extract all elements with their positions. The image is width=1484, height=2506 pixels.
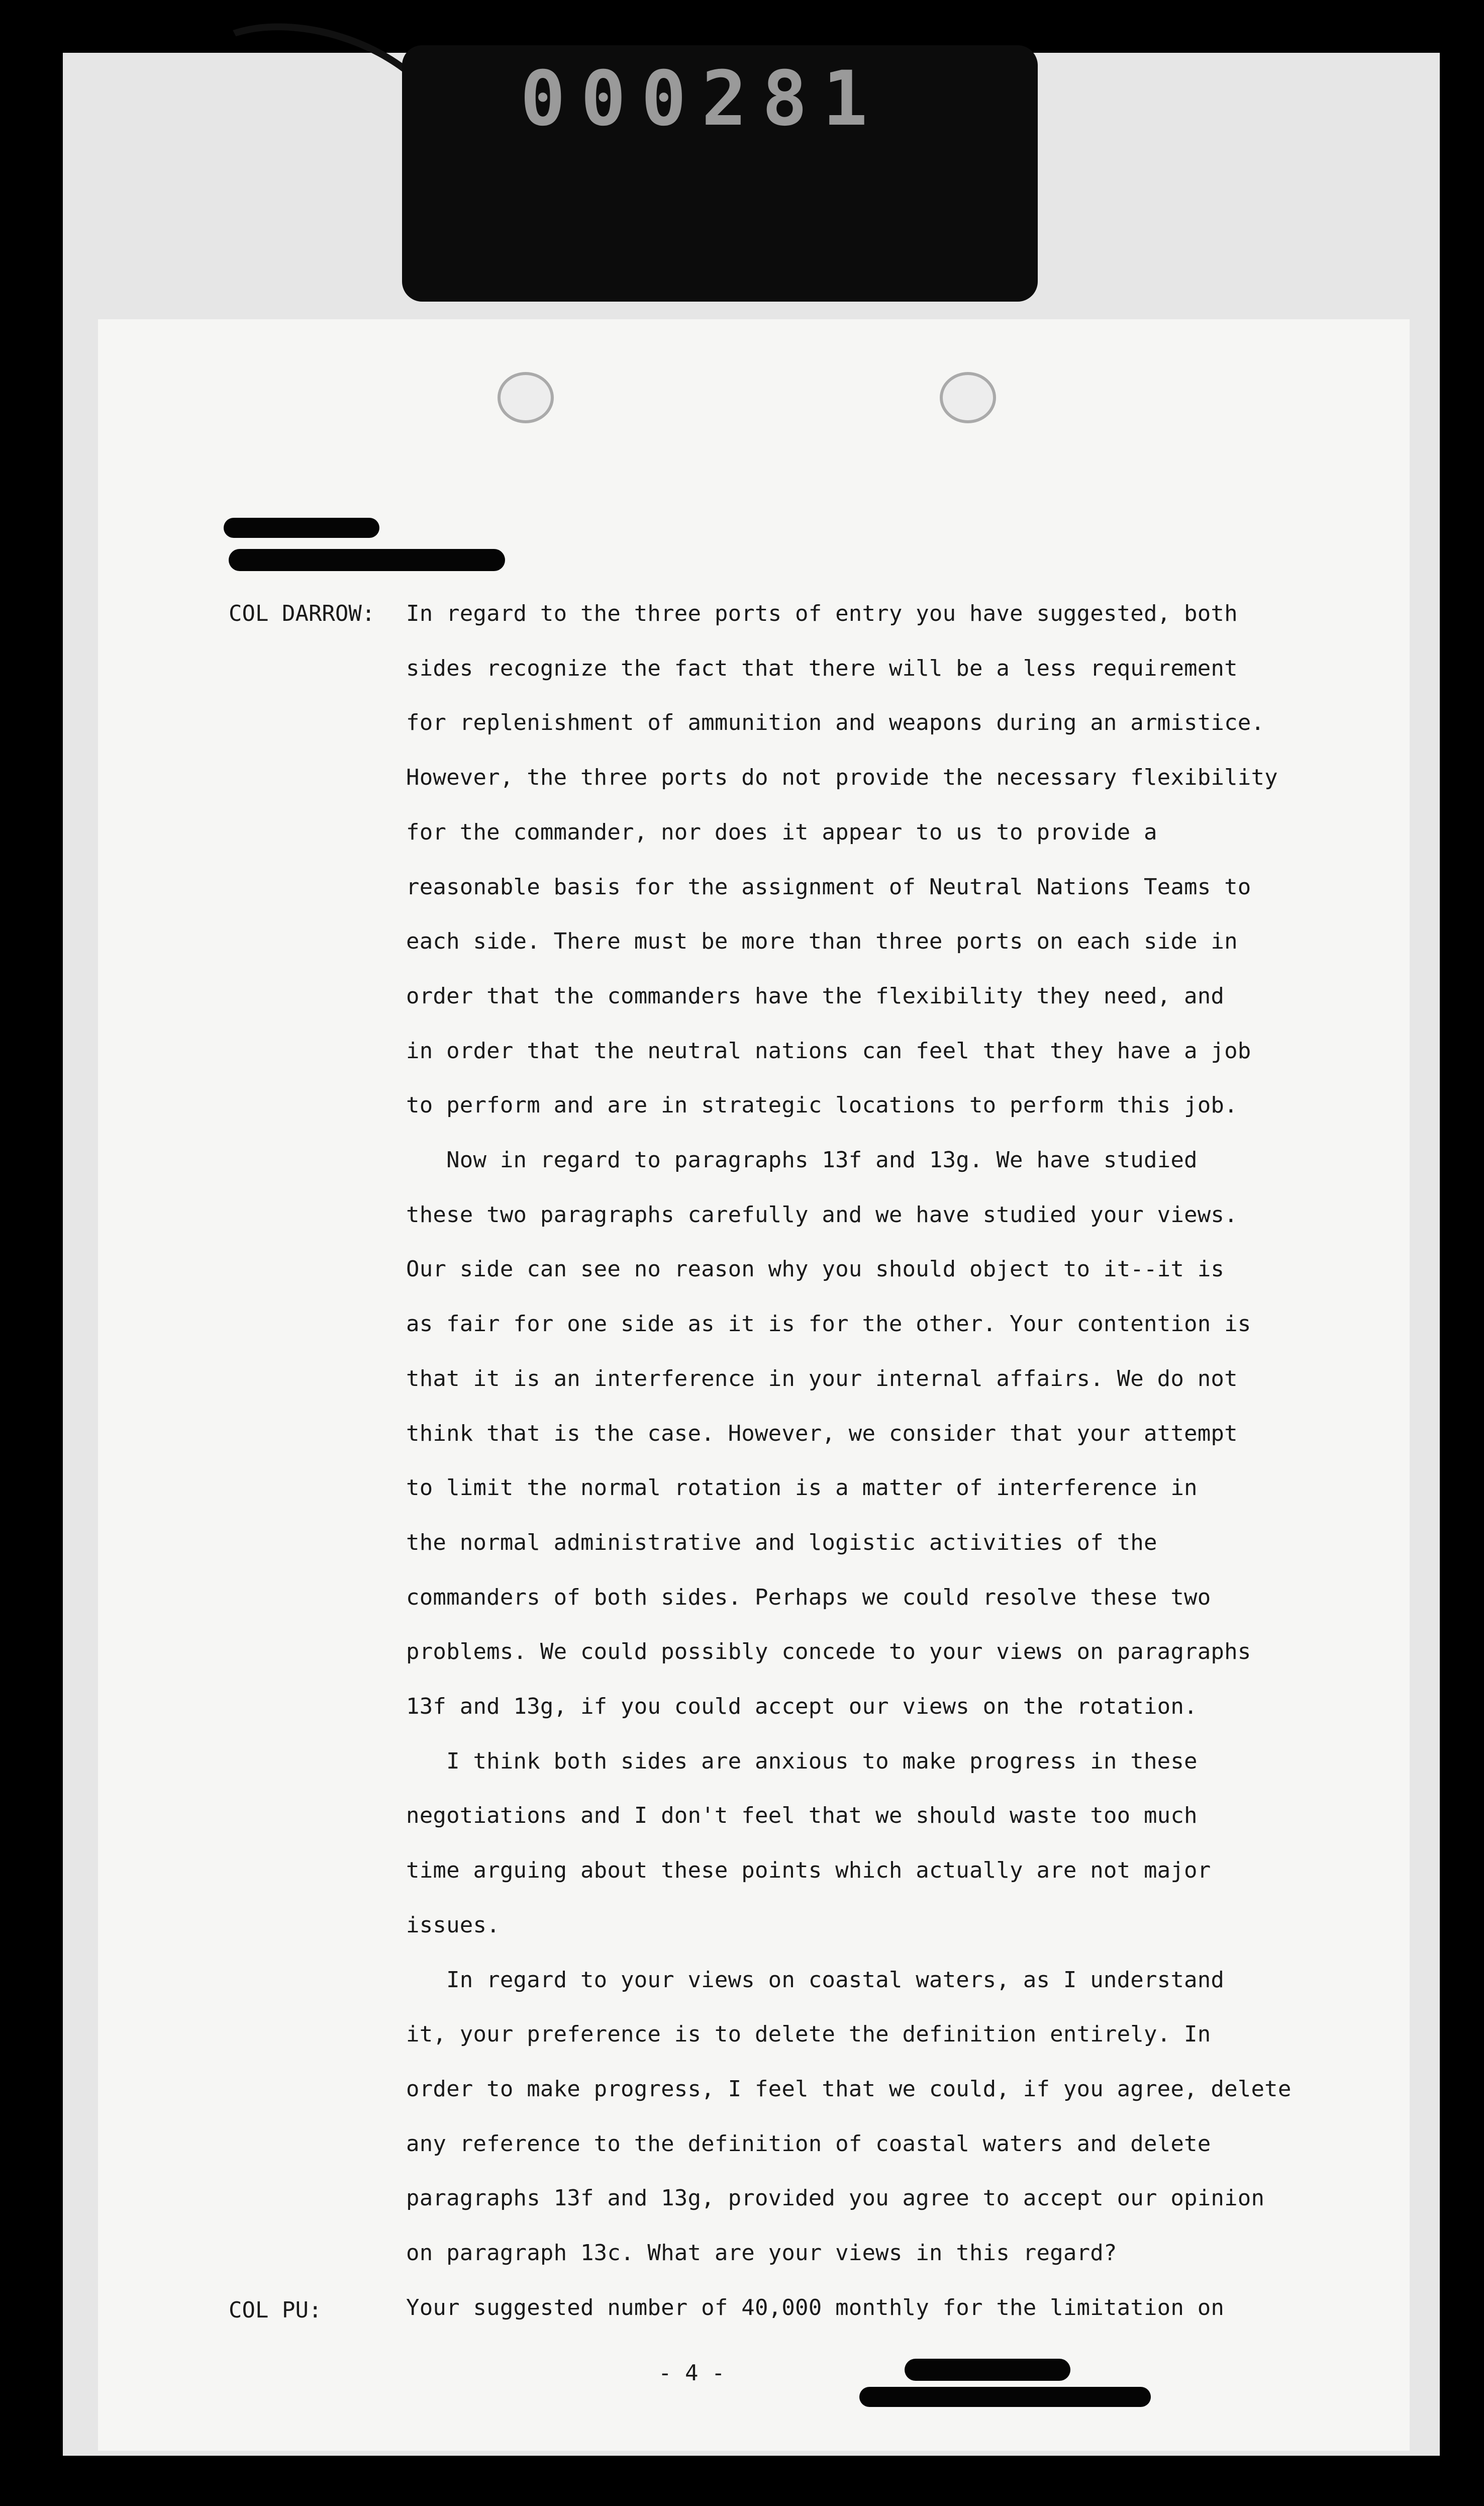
punch-hole-left xyxy=(498,372,554,423)
text-line: time arguing about these points which actually are not major xyxy=(406,1858,1211,1883)
redaction-bar xyxy=(229,549,505,571)
text-line: each side. There must be more than three ports on each side in xyxy=(406,929,1238,954)
frame-counter xyxy=(402,45,1038,302)
redaction-bar xyxy=(859,2387,1151,2407)
text-line: 13f and 13g, if you could accept our views on the rotation. xyxy=(406,1694,1198,1719)
text-line: paragraphs 13f and 13g, provided you agree to accept our opinion xyxy=(406,2185,1265,2211)
text-line: reasonable basis for the assignment of Neutral Nations Teams to xyxy=(406,874,1251,900)
text-line: In regard to your views on coastal waters, as I understand xyxy=(406,1967,1225,1993)
text-line: negotiations and I don't feel that we should waste too much xyxy=(406,1803,1198,1828)
text-line: the normal administrative and logistic activities of the xyxy=(406,1530,1157,1555)
text-line: think that is the case. However, we consider that your attempt xyxy=(406,1421,1238,1446)
text-line: Now in regard to paragraphs 13f and 13g. We have studied xyxy=(406,1147,1198,1173)
text-line: commanders of both sides. Perhaps we could resolve these two xyxy=(406,1585,1211,1610)
text-line: on paragraph 13c. What are your views in this regard? xyxy=(406,2240,1117,2266)
text-line: these two paragraphs carefully and we have studied your views. xyxy=(406,1202,1238,1228)
text-line: for replenishment of ammunition and weapons during an armistice. xyxy=(406,710,1265,735)
text-line: However, the three ports do not provide the necessary flexibility xyxy=(406,765,1278,790)
text-line: order that the commanders have the flexibility they need, and xyxy=(406,983,1225,1009)
text-line: order to make progress, I feel that we could, if you agree, delete xyxy=(406,2076,1292,2102)
text-line: I think both sides are anxious to make progress in these xyxy=(406,1748,1198,1774)
text-line: Your suggested number of 40,000 monthly for the limitation on xyxy=(406,2295,1225,2321)
text-line: problems. We could possibly concede to your views on paragraphs xyxy=(406,1639,1251,1664)
text-line: Our side can see no reason why you should object to it--it is xyxy=(406,1256,1225,1282)
text-line: as fair for one side as it is for the other. Your contention is xyxy=(406,1311,1251,1337)
text-line: In regard to the three ports of entry you have suggested, both xyxy=(406,601,1238,626)
text-line: for the commander, nor does it appear to us to provide a xyxy=(406,819,1157,845)
text-line: in order that the neutral nations can feel that they have a job xyxy=(406,1038,1251,1064)
frame-counter-digits: 000281 xyxy=(520,55,883,143)
redaction-bar xyxy=(224,518,379,538)
text-line: issues. xyxy=(406,1912,500,1938)
text-line: sides recognize the fact that there will be a less requirement xyxy=(406,656,1238,681)
text-line: that it is an interference in your internal affairs. We do not xyxy=(406,1366,1238,1391)
text-line: to limit the normal rotation is a matter of interference in xyxy=(406,1475,1198,1501)
speaker-label-darrow: COL DARROW: xyxy=(229,601,375,626)
redaction-bar xyxy=(905,2359,1070,2381)
speaker-label-pu: COL PU: xyxy=(229,2297,322,2323)
text-line: it, your preference is to delete the definition entirely. In xyxy=(406,2021,1211,2047)
text-line: to perform and are in strategic locations to perform this job. xyxy=(406,1092,1238,1118)
text-line: any reference to the definition of coastal waters and delete xyxy=(406,2131,1211,2157)
punch-hole-right xyxy=(940,372,996,423)
page-number: - 4 - xyxy=(658,2360,725,2386)
